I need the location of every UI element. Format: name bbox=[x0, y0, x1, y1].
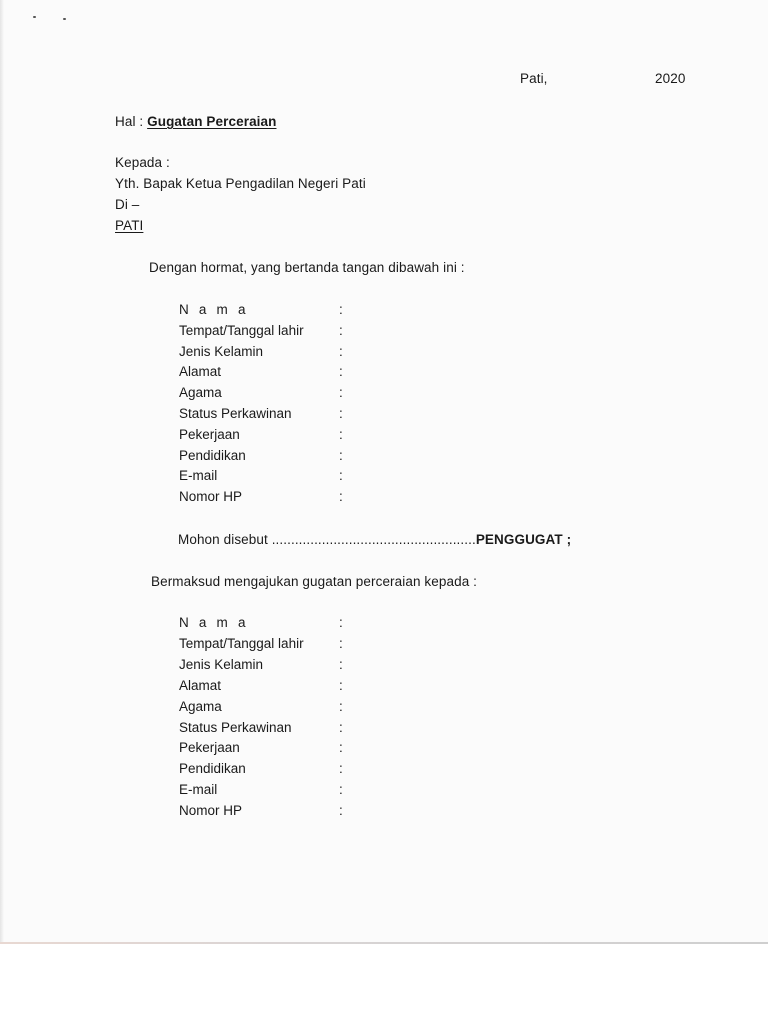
field-row bbox=[179, 323, 379, 339]
field-colon: : bbox=[339, 468, 343, 484]
field-colon: : bbox=[339, 782, 343, 798]
field-label: Pendidikan bbox=[179, 761, 246, 777]
field-colon: : bbox=[339, 343, 343, 359]
field-label: N a m a bbox=[179, 302, 249, 317]
field-colon: : bbox=[339, 615, 343, 630]
field-row bbox=[179, 489, 379, 505]
field-label: Nomor HP bbox=[179, 803, 243, 819]
field-row bbox=[179, 782, 379, 798]
field-row bbox=[179, 657, 379, 673]
field-row bbox=[179, 427, 379, 443]
field-label: Agama bbox=[179, 698, 222, 714]
field-label: N a m a bbox=[179, 615, 249, 630]
field-label: E-mail bbox=[179, 468, 218, 484]
field-label: Tempat/Tanggal lahir bbox=[179, 322, 304, 338]
field-label: Status Perkawinan bbox=[179, 719, 292, 735]
field-label: Jenis Kelamin bbox=[179, 343, 264, 359]
field-row bbox=[179, 468, 379, 484]
subject-title: Gugatan Perceraian bbox=[147, 114, 277, 129]
subject-prefix: Hal : bbox=[115, 114, 144, 129]
field-colon: : bbox=[339, 803, 343, 819]
field-colon: : bbox=[339, 740, 343, 756]
field-row bbox=[179, 406, 379, 422]
field-colon: : bbox=[339, 302, 343, 317]
field-row bbox=[179, 385, 379, 401]
field-colon: : bbox=[339, 719, 343, 735]
field-colon: : bbox=[339, 385, 343, 401]
field-label: Tempat/Tanggal lahir bbox=[179, 635, 304, 651]
field-row bbox=[179, 448, 379, 464]
letter-year: 2020 bbox=[655, 71, 686, 86]
plaintiff-designation-text: Mohon disebut ..................................................... bbox=[178, 532, 476, 547]
scan-speck bbox=[63, 18, 66, 20]
field-row bbox=[179, 344, 379, 360]
field-label: Jenis Kelamin bbox=[179, 656, 264, 672]
field-label: Pekerjaan bbox=[179, 426, 240, 442]
field-colon: : bbox=[339, 635, 343, 651]
field-row bbox=[179, 699, 379, 715]
field-label: E-mail bbox=[179, 782, 218, 798]
letter-place: Pati, bbox=[520, 71, 548, 86]
field-row bbox=[179, 803, 379, 819]
field-row bbox=[179, 740, 379, 756]
field-colon: : bbox=[339, 761, 343, 777]
plaintiff-designation bbox=[178, 532, 571, 548]
field-row bbox=[179, 761, 379, 777]
field-colon: : bbox=[339, 322, 343, 338]
page-left-shadow bbox=[0, 0, 4, 944]
field-colon: : bbox=[339, 698, 343, 714]
field-label: Pendidikan bbox=[179, 447, 246, 463]
field-colon: : bbox=[339, 677, 343, 693]
scan-speck bbox=[33, 16, 36, 18]
field-row bbox=[179, 302, 379, 318]
field-row bbox=[179, 615, 379, 631]
address-city: PATI bbox=[115, 218, 144, 233]
plaintiff-designation-label: PENGGUGAT ; bbox=[475, 532, 572, 547]
page-bottom-edge bbox=[0, 942, 768, 944]
field-colon: : bbox=[339, 426, 343, 442]
background-below-page bbox=[0, 945, 768, 1024]
field-colon: : bbox=[339, 364, 343, 380]
field-row bbox=[179, 678, 379, 694]
field-colon: : bbox=[339, 489, 343, 505]
subject-line bbox=[115, 114, 276, 130]
to-label: Kepada : bbox=[115, 155, 170, 170]
address-at: Di – bbox=[115, 197, 140, 212]
intent-sentence: Bermaksud mengajukan gugatan perceraian kepada : bbox=[151, 574, 478, 589]
field-label: Status Perkawinan bbox=[179, 406, 292, 421]
field-label: Pekerjaan bbox=[179, 740, 240, 756]
field-row bbox=[179, 364, 379, 380]
addressee: Yth. Bapak Ketua Pengadilan Negeri Pati bbox=[115, 176, 366, 191]
field-label: Alamat bbox=[179, 364, 222, 380]
field-row bbox=[179, 636, 379, 652]
opening-sentence: Dengan hormat, yang bertanda tangan dibawah ini : bbox=[149, 260, 465, 275]
field-colon: : bbox=[339, 656, 343, 672]
field-label: Alamat bbox=[179, 677, 222, 693]
field-colon: : bbox=[339, 406, 343, 421]
field-row bbox=[179, 720, 379, 736]
field-label: Nomor HP bbox=[179, 489, 243, 505]
field-label: Agama bbox=[179, 385, 222, 401]
field-colon: : bbox=[339, 447, 343, 463]
